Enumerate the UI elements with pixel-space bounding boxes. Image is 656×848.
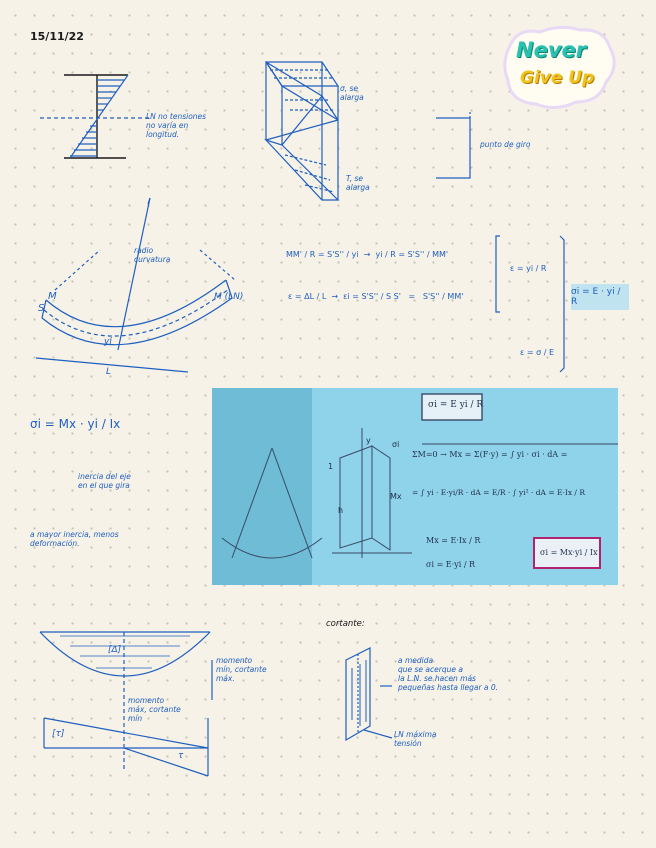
page-date: 15/11/22 — [30, 30, 84, 43]
sticker-line-1: Never — [516, 38, 587, 62]
label-l: L — [106, 367, 112, 377]
formula-eps-yi: ε = yi / R — [510, 264, 547, 273]
note-punto-giro: punto de giro — [480, 140, 531, 149]
cortante-title: cortante: — [326, 619, 365, 629]
note-inercia-eje: inercia del eje en el que gira — [78, 472, 131, 490]
photo-axis-h: h — [338, 506, 344, 515]
photo-sig-eq: σi = E·yi / R — [426, 560, 476, 569]
note-ln-no-tensions: LN no tensiones no varía en longitud. — [146, 112, 207, 139]
photo-axis-one: 1 — [328, 462, 334, 471]
sticker-line-2: Give Up — [520, 68, 595, 88]
note-mayor-inercia: a mayor inercia, menos deformación. — [30, 530, 119, 548]
label-yi: yi — [104, 337, 112, 347]
whiteboard-photo — [212, 388, 618, 585]
label-s: S — [38, 303, 45, 314]
note-tau-alarga: T, se alarga — [346, 174, 370, 192]
label-m: M — [48, 291, 57, 302]
formula-sigma-box: σi = E · yi / R — [571, 284, 629, 310]
photo-mx-eq: Mx = E·Ix / R — [426, 536, 481, 545]
note-sigma-alarga: σ, se alarga — [340, 84, 364, 102]
formula-mm-row: MM' / R = S'S'' / yi → yi / R = S'S'' / MM' — [286, 250, 449, 259]
note-cortante-desc: a medida que se acerque a la L.N. se hacen más pequeñas hasta llegar a 0. — [398, 656, 499, 692]
label-tau-left: [τ] — [52, 729, 65, 739]
label-delta-f: [Δ] — [108, 645, 122, 655]
note-radio-curvatura: radio curvatura — [134, 246, 171, 264]
photo-top-formula: σi = E yi / R — [428, 400, 484, 410]
note-momento-min: momento mín, cortante máx. — [216, 656, 267, 683]
photo-axis-y: y — [366, 436, 371, 445]
photo-boxed-result: σi = Mx·yi / Ix — [540, 548, 598, 557]
formula-sigma-main: σi = Mx · yi / Ix — [30, 417, 121, 431]
note-ln-maxima: LN máxima tensión — [394, 730, 437, 748]
label-tau-right: τ — [178, 751, 184, 761]
note-momento-max: momento máx, cortante mín — [128, 696, 181, 723]
formula-eps-sigma: ε = σ / E — [520, 348, 555, 357]
label-m-ln: M (LN) — [214, 292, 244, 302]
photo-integral-line: = ∫ yi · E·yi/R · dA = E/R · ∫ yi² · dA = E·Ix / R — [412, 488, 585, 497]
formula-eps-row: ε = ΔL / L → εi = S'S'' / S S' = S'S'' / MM' — [288, 292, 464, 301]
photo-axis-mx: Mx — [390, 492, 402, 501]
photo-axis-sigma: σi — [392, 440, 400, 449]
photo-sum-line: ΣM=0 → Mx = Σ(F·y) = ∫ yi · σi · dA = — [412, 450, 568, 459]
